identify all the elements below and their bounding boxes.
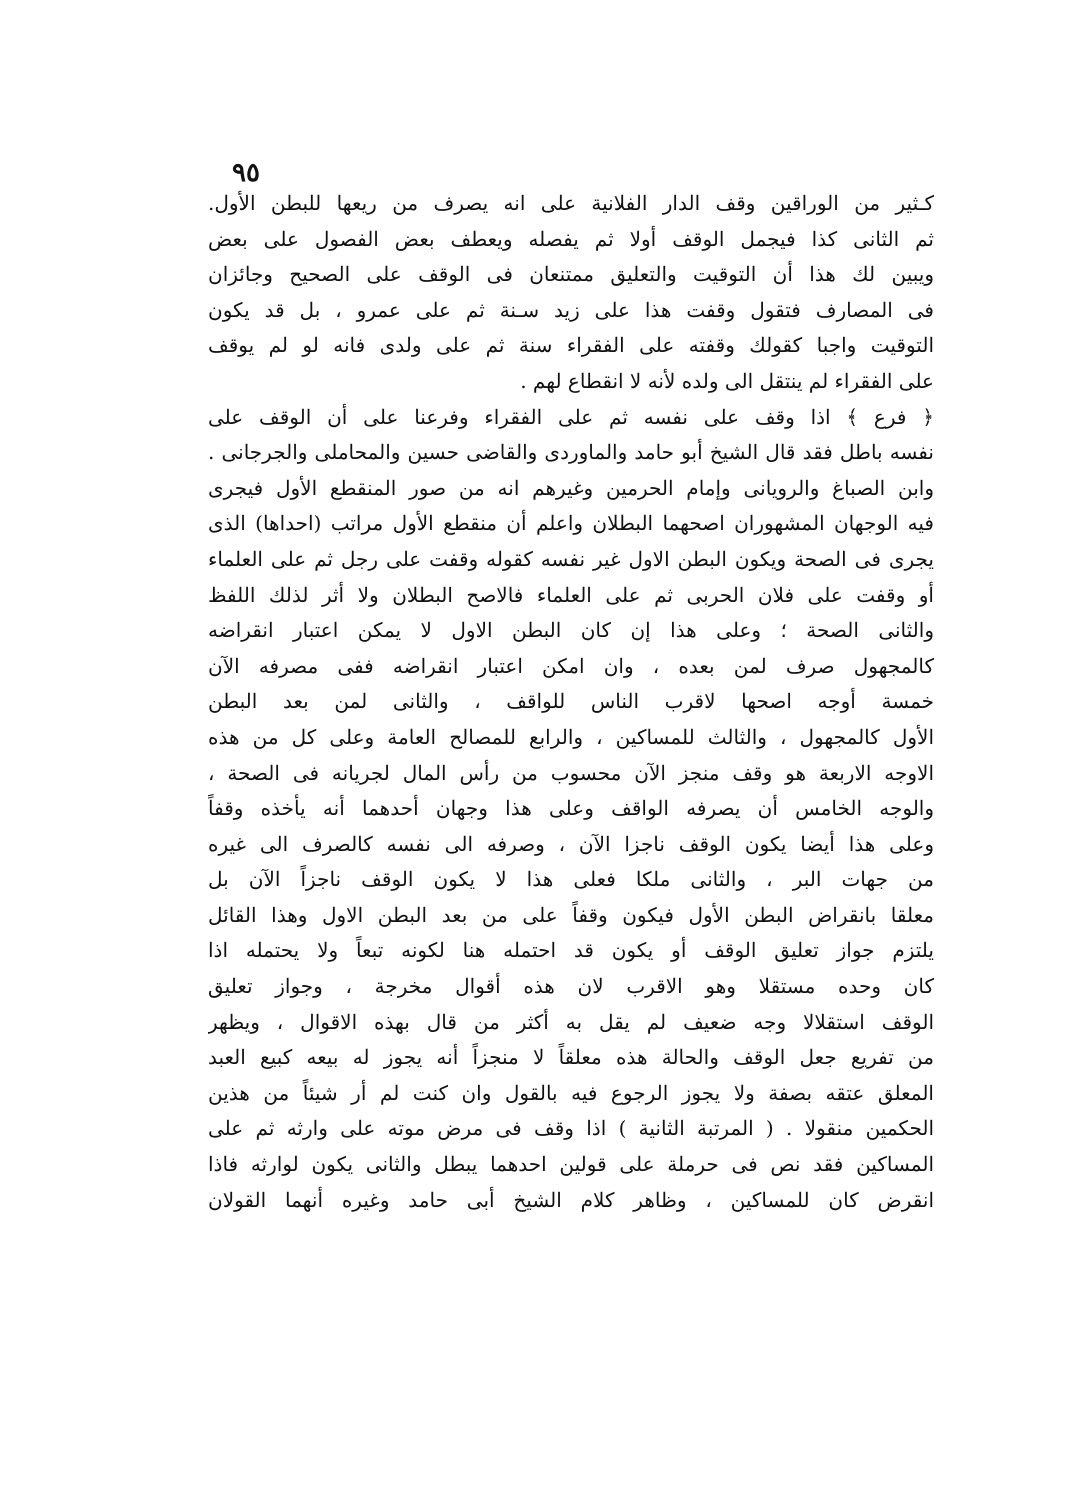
text-line: معلقا بانقراض البطن الأول فيكون وقفاً على من بعد البطن الاول وهذا القائل <box>208 902 934 927</box>
text-line: المساكين فقد نص فى حرملة على قولين احدهما يبطل والثانى يكون لوارثه فاذا <box>208 1152 934 1177</box>
text-line: الأول كالمجهول ، والثالث للمساكين ، والرابع للمصالح العامة وعلى كل من هذه <box>208 724 934 749</box>
text-line: فيه الوجهان المشهوران اصحهما البطلان واعلم أن منقطع الأول مراتب (احداها) الذى <box>208 511 934 536</box>
text-line: فى المصارف فتقول وقفت هذا على زيد سـنة ثم على عمرو ، بل قد يكون <box>208 297 934 322</box>
page-number: ٩٥ <box>232 158 260 188</box>
text-line: التوقيت واجبا كقولك وقفته على الفقراء سنة ثم على ولدى فانه لو لم يوقف <box>208 333 934 358</box>
text-line: أو وقفت على فلان الحربى ثم على العلماء فالاصح البطلان ولا أثر لذلك اللفظ <box>208 582 934 607</box>
text-line: كـثير من الوراقين وقف الدار الفلانية على انه يصرف من ريعها للبطن الأول. <box>208 191 934 215</box>
text-line: من جهات البر ، والثانى ملكا فعلى هذا لا يكون الوقف ناجزاً الآن بل <box>208 867 934 892</box>
text-line: كالمجهول صرف لمن بعده ، وان امكن اعتبار انقراضه ففى مصرفه الآن <box>208 653 934 678</box>
text-line: الاوجه الاربعة هو وقف منجز الآن محسوب من رأس المال لجريانه فى الصحة ، <box>208 760 934 785</box>
text-line: من تفريع جعل الوقف والحالة هذه معلقاً لا منجزاً أنه يجوز له بيعه كبيع العبد <box>208 1045 934 1070</box>
text-line: والوجه الخامس أن يصرفه الواقف وعلى هذا وجهان أحدهما أنه يأخذه وقفاً <box>208 796 934 821</box>
body-text <box>208 186 934 1218</box>
text-line: يلتزم جواز تعليق الوقف أو يكون قد احتمله هنا لكونه تبعاً ولا يحتمله اذا <box>208 938 934 963</box>
text-line: المعلق عتقه بصفة ولا يجوز الرجوع فيه بالقول وان كنت لم أر شيئاً من هذين <box>208 1080 934 1105</box>
text-line: على الفقراء لم ينتقل الى ولده لأنه لا انقطاع لهم . <box>520 368 934 393</box>
text-line: الوقف استقلالا وجه ضعيف لم يقل به أكثر من قال بهذه الاقوال ، ويظهر <box>208 1009 934 1034</box>
text-line: الحكمين منقولا . ( المرتبة الثانية ) اذا وقف فى مرض موته على وارثه ثم على <box>208 1116 934 1141</box>
text-line: كان وحده مستقلا وهو الاقرب لان هذه أقوال مخرجة ، وجواز تعليق <box>208 974 934 999</box>
text-line: ثم الثانى كذا فيجمل الوقف أولا ثم يفصله ويعطف بعض الفصول على بعض <box>208 226 934 251</box>
text-line: ﴿ فرع ﴾ اذا وقف على نفسه ثم على الفقراء وفرعنا على أن الوقف على <box>208 404 934 429</box>
text-line: ويبين لك هذا أن التوقيت والتعليق ممتنعان فى الوقف على الصحيح وجائزان <box>208 262 934 287</box>
text-line: خمسة أوجه اصحها لاقرب الناس للواقف ، والثانى لمن بعد البطن <box>208 689 934 714</box>
text-line: والثانى الصحة ؛ وعلى هذا إن كان البطن الاول لا يمكن اعتبار انقراضه <box>208 618 934 643</box>
text-line: انقرض كان للمساكين ، وظاهر كلام الشيخ أبى حامد وغيره أنهما القولان <box>208 1187 934 1212</box>
text-line: وعلى هذا أيضا يكون الوقف ناجزا الآن ، وصرفه الى نفسه كالصرف الى غيره <box>208 831 934 856</box>
text-line: يجرى فى الصحة ويكون البطن الاول غير نفسه كقوله وقفت على رجل ثم على العلماء <box>208 546 934 571</box>
text-line: نفسه باطل فقد قال الشيخ أبو حامد والماوردى والقاضى حسين والمحاملى والجرجانى . <box>208 440 934 465</box>
text-line: وابن الصباغ والرويانى وإمام الحرمين وغيرهم انه من صور المنقطع الأول فيجرى <box>208 475 934 500</box>
